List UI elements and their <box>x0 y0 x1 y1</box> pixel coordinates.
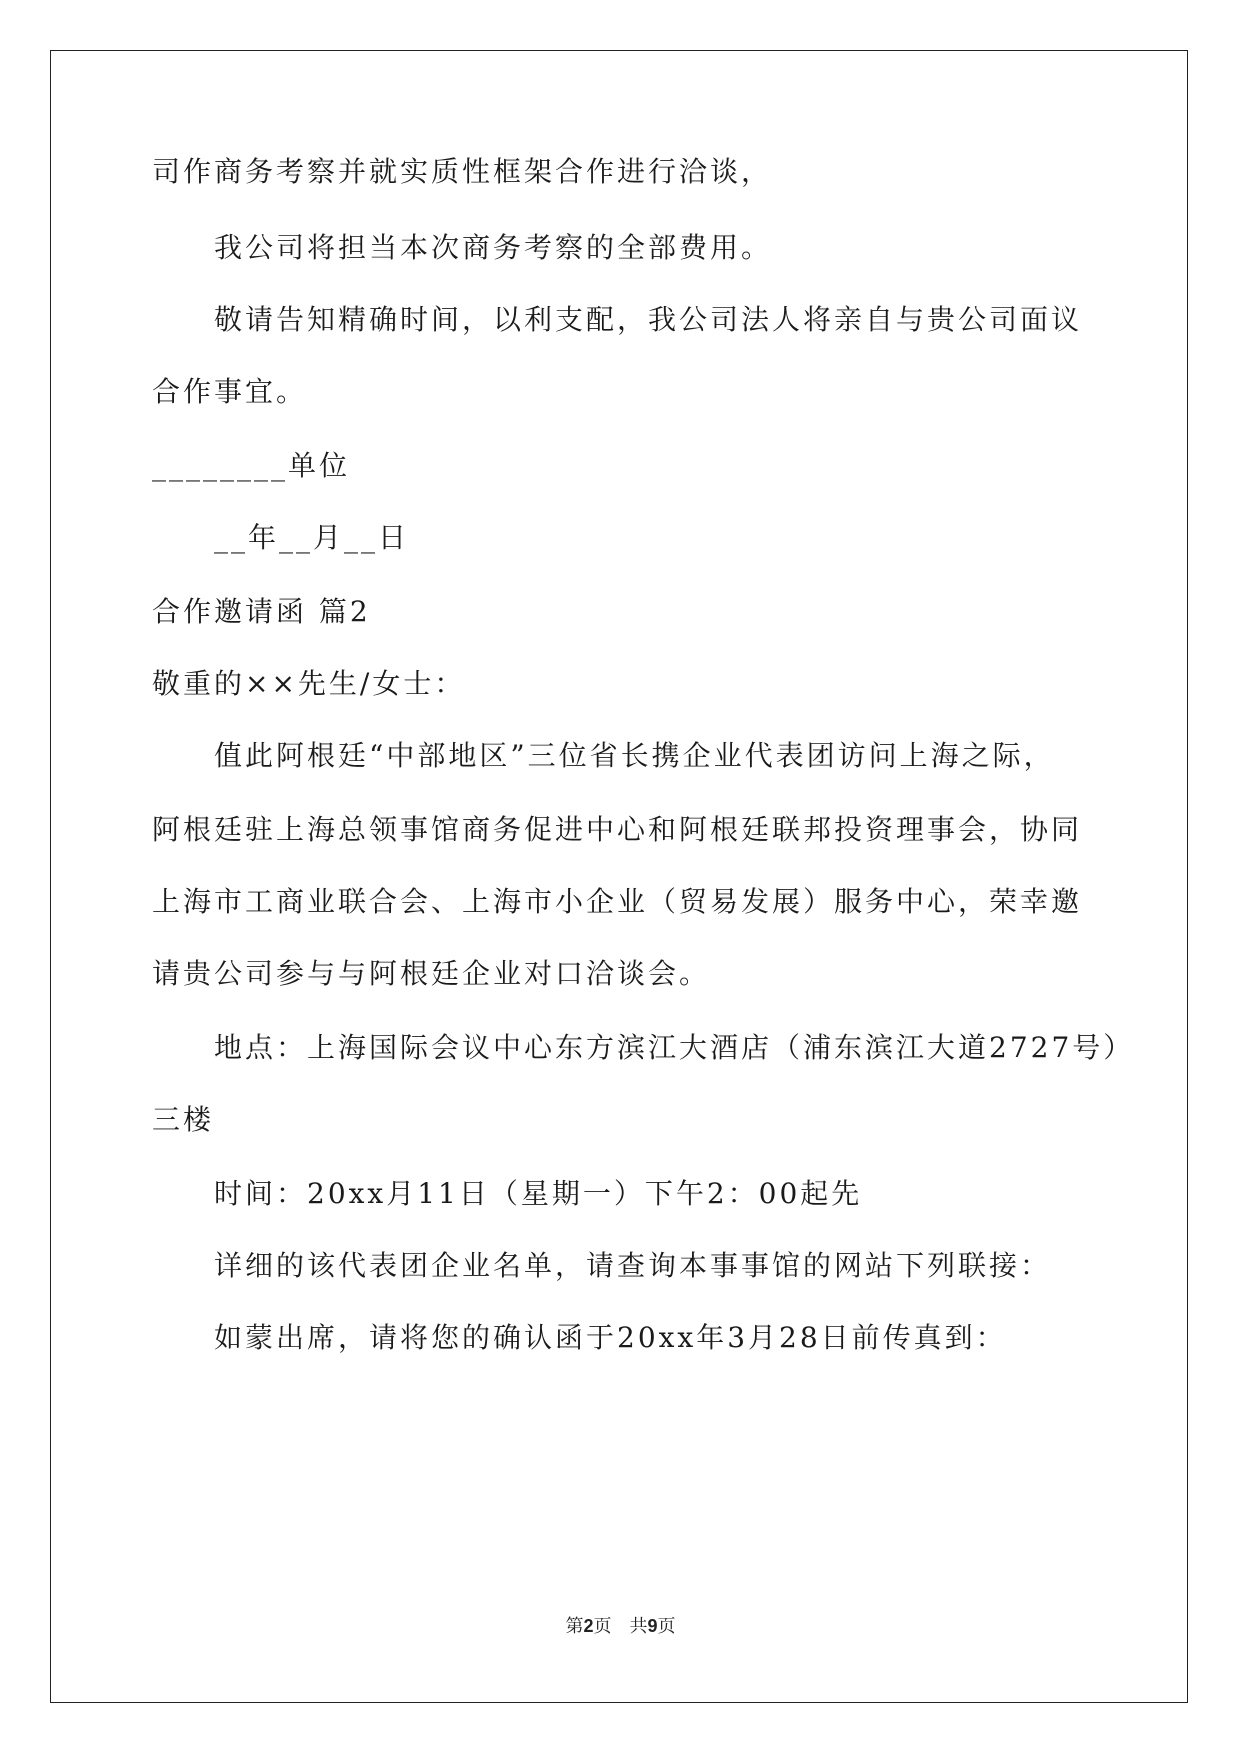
location-line: 地点：上海国际会议中心东方滨江大酒店（浦东滨江大道2727号） <box>214 1031 1135 1064</box>
signature-date-line: __年__月__日 <box>214 521 410 554</box>
location-floor-line: 三楼 <box>152 1103 215 1136</box>
body-line-3: 敬请告知精确时间，以利支配，我公司法人将亲自与贵公司面议 <box>214 303 1083 336</box>
body-line-6: 阿根廷驻上海总领事馆商务促进中心和阿根廷联邦投资理事会，协同 <box>152 813 1083 846</box>
footer-suffix: 页 <box>657 1616 676 1636</box>
salutation: 敬重的××先生/女士： <box>152 667 466 700</box>
body-line-10: 如蒙出席，请将您的确认函于20xx年3月28日前传真到： <box>214 1321 1007 1354</box>
footer-prefix: 第 <box>565 1616 584 1636</box>
page-border <box>50 50 1188 1703</box>
body-line-8: 请贵公司参与与阿根廷企业对口洽谈会。 <box>152 957 711 990</box>
signature-unit-line: ________单位 <box>152 449 351 482</box>
time-line: 时间：20xx月11日（星期一）下午2：00起先 <box>214 1177 863 1210</box>
footer-total-pages: 9 <box>647 1616 658 1636</box>
body-line-4: 合作事宜。 <box>152 375 308 408</box>
body-line-1: 司作商务考察并就实质性框架合作进行洽谈， <box>152 155 773 188</box>
body-line-5: 值此阿根廷“中部地区”三位省长携企业代表团访问上海之际， <box>214 739 1055 772</box>
section-heading: 合作邀请函 篇2 <box>152 595 371 628</box>
body-line-9: 详细的该代表团企业名单，请查询本事事馆的网站下列联接： <box>214 1249 1052 1282</box>
footer-mid: 页 共 <box>593 1616 648 1636</box>
page-footer <box>0 1614 1241 1638</box>
body-line-2: 我公司将担当本次商务考察的全部费用。 <box>214 231 773 264</box>
footer-current-page: 2 <box>583 1616 594 1636</box>
body-line-7: 上海市工商业联合会、上海市小企业（贸易发展）服务中心，荣幸邀 <box>152 885 1083 918</box>
